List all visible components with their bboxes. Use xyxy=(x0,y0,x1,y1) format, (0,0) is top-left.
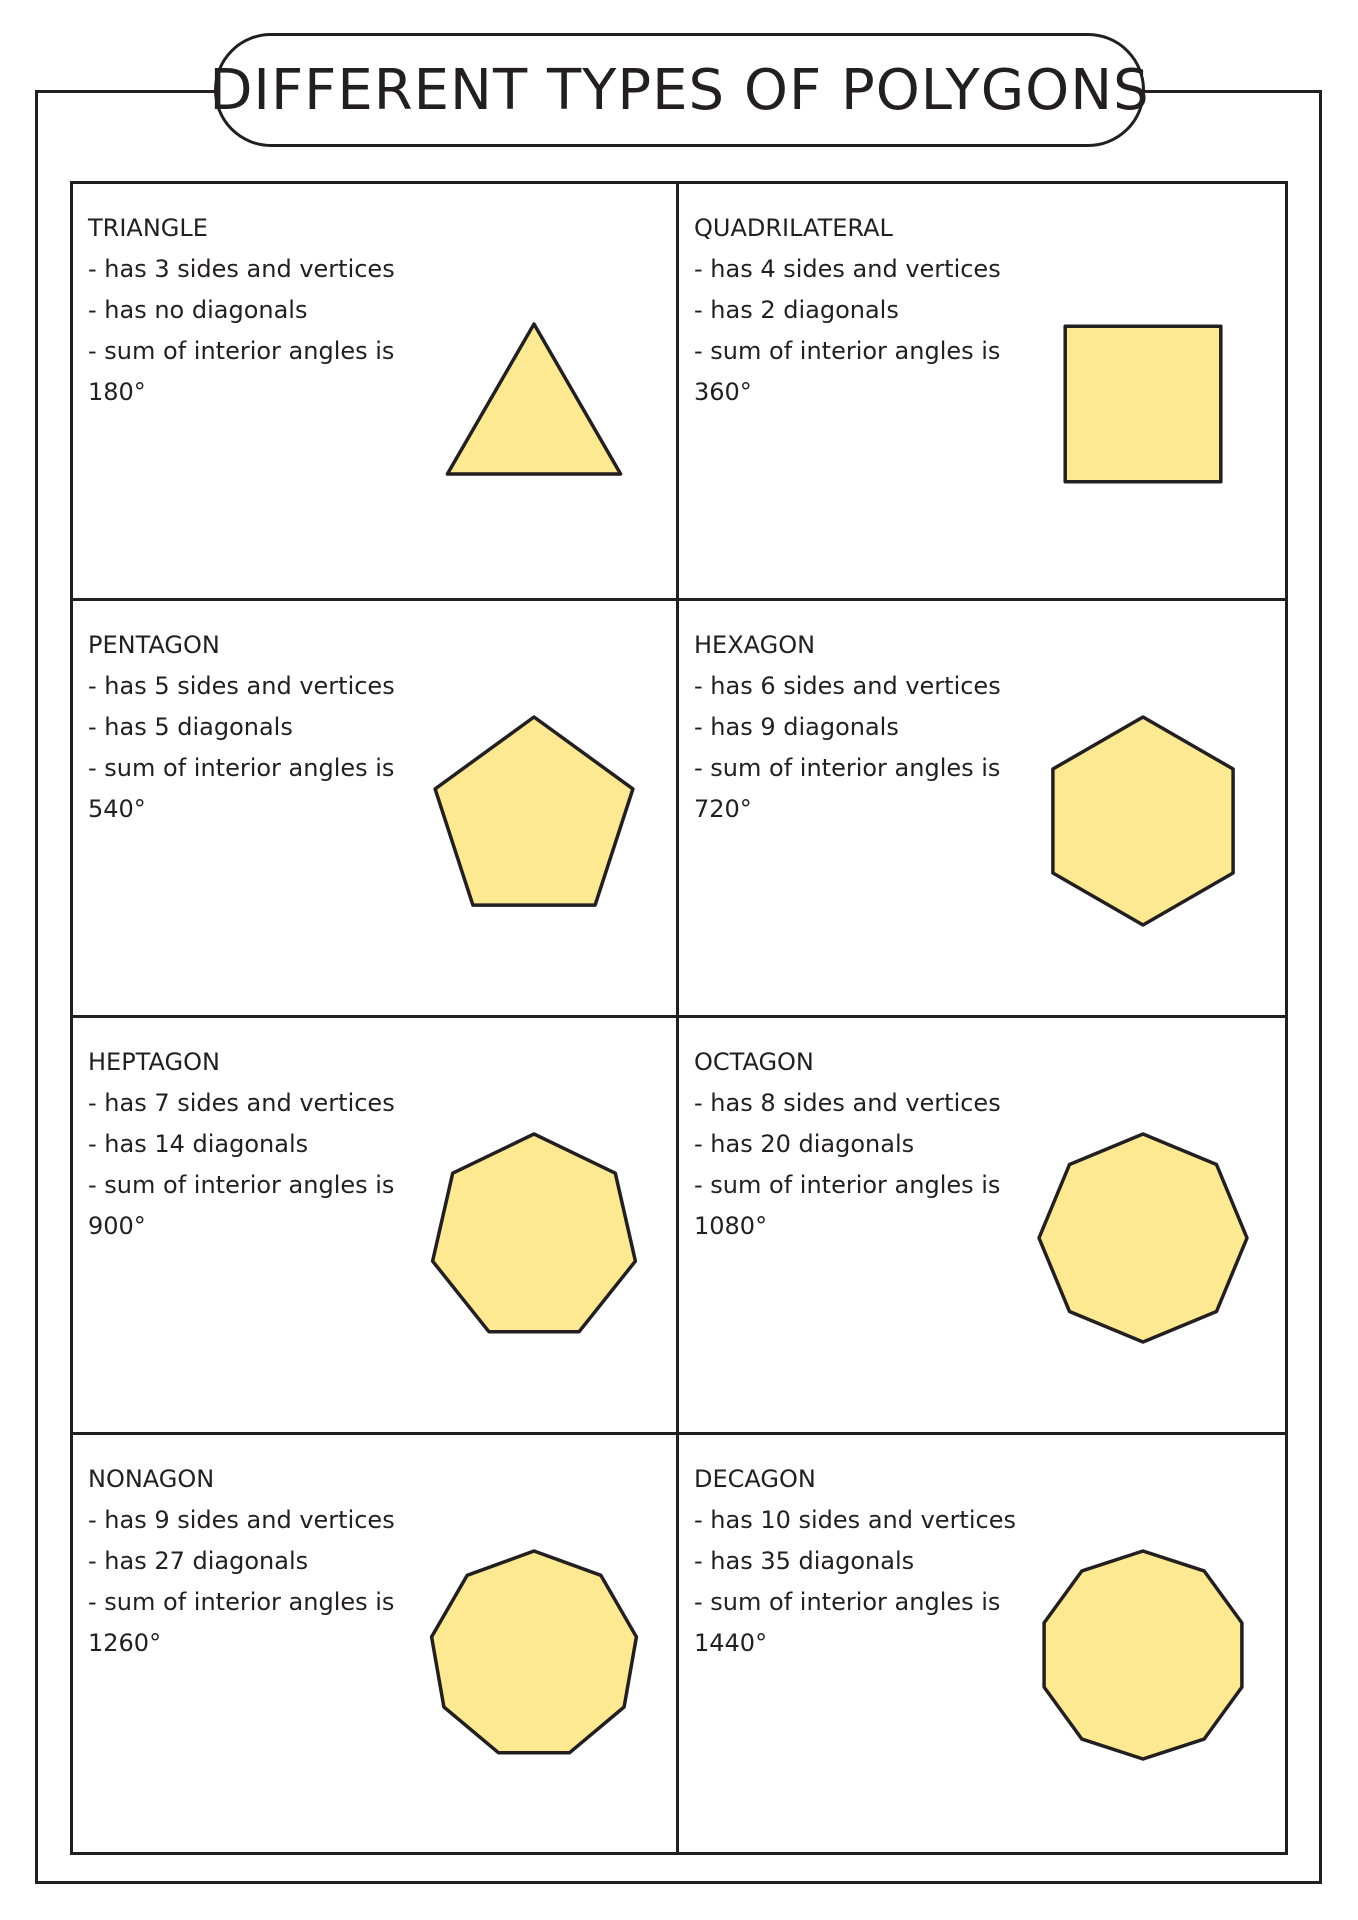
polygon-facts xyxy=(88,1459,448,1664)
polygon-facts xyxy=(88,625,448,830)
polygon-name: HEPTAGON xyxy=(88,1048,220,1076)
diagonals-fact: - has 14 diagonals xyxy=(88,1130,309,1158)
heptagon-polygon xyxy=(433,1134,636,1332)
angles-fact: - sum of interior angles is xyxy=(694,337,1001,365)
polygon-name: OCTAGON xyxy=(694,1048,814,1076)
polygon-card-decagon xyxy=(679,1435,1285,1852)
pentagon-shape xyxy=(424,711,644,931)
triangle-polygon xyxy=(447,324,620,474)
polygon-facts xyxy=(694,208,1054,413)
polygon-facts xyxy=(694,1042,1054,1247)
sides-fact: - has 5 sides and vertices xyxy=(88,672,395,700)
angle-sum: 1260° xyxy=(88,1629,162,1657)
polygon-card-nonagon xyxy=(73,1435,679,1852)
polygon-card-heptagon xyxy=(73,1018,679,1435)
angle-sum: 720° xyxy=(694,795,752,823)
page-title: DIFFERENT TYPES OF POLYGONS xyxy=(209,57,1150,123)
angles-fact: - sum of interior angles is xyxy=(88,1588,395,1616)
diagonals-fact: - has 9 diagonals xyxy=(694,713,899,741)
angles-fact: - sum of interior angles is xyxy=(88,1171,395,1199)
polygon-card-triangle xyxy=(73,184,679,601)
angle-sum: 180° xyxy=(88,378,146,406)
polygon-name: QUADRILATERAL xyxy=(694,214,893,242)
polygon-card-pentagon xyxy=(73,601,679,1018)
polygon-name: DECAGON xyxy=(694,1465,816,1493)
angles-fact: - sum of interior angles is xyxy=(694,1588,1001,1616)
nonagon-shape xyxy=(424,1545,644,1765)
title-banner xyxy=(209,33,1150,147)
nonagon-polygon xyxy=(432,1551,637,1753)
polygon-name: HEXAGON xyxy=(694,631,816,659)
quadrilateral-polygon xyxy=(1065,326,1221,482)
triangle-shape xyxy=(424,294,644,514)
hexagon-polygon xyxy=(1053,717,1233,925)
polygon-facts xyxy=(88,1042,448,1247)
sides-fact: - has 3 sides and vertices xyxy=(88,255,395,283)
heptagon-shape xyxy=(424,1128,644,1348)
polygon-facts xyxy=(88,208,448,413)
angles-fact: - sum of interior angles is xyxy=(88,754,395,782)
angles-fact: - sum of interior angles is xyxy=(694,754,1001,782)
decagon-polygon xyxy=(1044,1551,1242,1759)
polygon-name: TRIANGLE xyxy=(88,214,208,242)
polygon-grid xyxy=(70,181,1288,1855)
diagonals-fact: - has 20 diagonals xyxy=(694,1130,915,1158)
angle-sum: 1440° xyxy=(694,1629,768,1657)
angle-sum: 900° xyxy=(88,1212,146,1240)
polygon-facts xyxy=(694,625,1054,830)
diagonals-fact: - has 35 diagonals xyxy=(694,1547,915,1575)
angle-sum: 1080° xyxy=(694,1212,768,1240)
decagon-shape xyxy=(1033,1545,1253,1765)
quadrilateral-shape xyxy=(1033,294,1253,514)
pentagon-polygon xyxy=(435,717,633,905)
diagonals-fact: - has no diagonals xyxy=(88,296,308,324)
angle-sum: 360° xyxy=(694,378,752,406)
octagon-shape xyxy=(1033,1128,1253,1348)
sides-fact: - has 7 sides and vertices xyxy=(88,1089,395,1117)
diagonals-fact: - has 27 diagonals xyxy=(88,1547,309,1575)
angles-fact: - sum of interior angles is xyxy=(694,1171,1001,1199)
polygon-name: PENTAGON xyxy=(88,631,220,659)
diagonals-fact: - has 2 diagonals xyxy=(694,296,899,324)
hexagon-shape xyxy=(1033,711,1253,931)
polygon-name: NONAGON xyxy=(88,1465,215,1493)
sides-fact: - has 4 sides and vertices xyxy=(694,255,1001,283)
polygon-card-octagon xyxy=(679,1018,1285,1435)
angle-sum: 540° xyxy=(88,795,146,823)
diagonals-fact: - has 5 diagonals xyxy=(88,713,293,741)
polygon-card-quadrilateral xyxy=(679,184,1285,601)
sides-fact: - has 6 sides and vertices xyxy=(694,672,1001,700)
polygon-card-hexagon xyxy=(679,601,1285,1018)
polygon-facts xyxy=(694,1459,1054,1664)
sides-fact: - has 9 sides and vertices xyxy=(88,1506,395,1534)
octagon-polygon xyxy=(1039,1134,1247,1342)
angles-fact: - sum of interior angles is xyxy=(88,337,395,365)
sides-fact: - has 8 sides and vertices xyxy=(694,1089,1001,1117)
sides-fact: - has 10 sides and vertices xyxy=(694,1506,1016,1534)
